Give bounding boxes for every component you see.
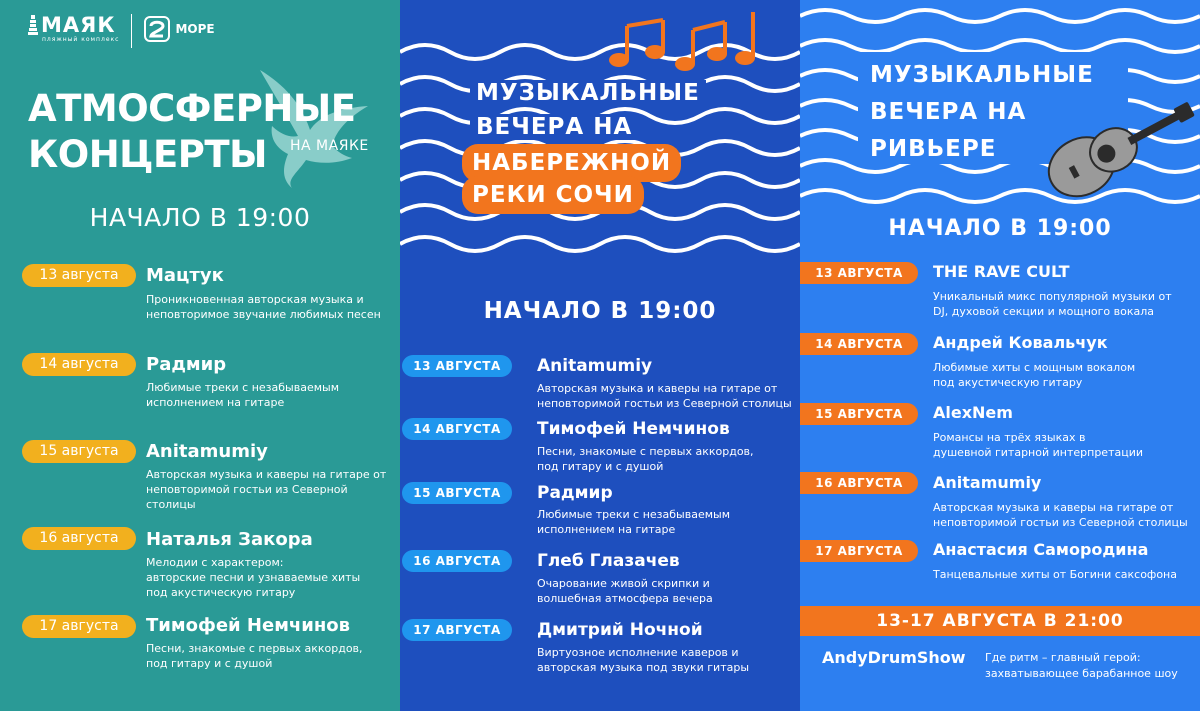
title-line-3: РИВЬЕРЕ	[870, 136, 997, 162]
event-date: 13 августа	[22, 264, 136, 287]
event-artist: Радмир	[537, 483, 613, 503]
logo-row	[28, 14, 215, 48]
title-line-1: МУЗЫКАЛЬНЫЕ	[470, 80, 706, 106]
desc-line: Где ритм – главный герой:	[985, 651, 1141, 664]
start-time: НАЧАЛО В 19:00	[483, 298, 717, 324]
music-notes-icon	[605, 8, 765, 74]
event-description	[146, 555, 396, 600]
event-date: 13 АВГУСТА	[402, 355, 512, 377]
desc-line: Танцевальные хиты от Богини саксофона	[933, 568, 1177, 581]
desc-line: Очарование живой скрипки и	[537, 577, 710, 590]
event-artist: Анастасия Самородина	[933, 540, 1149, 559]
desc-line: Уникальный микс популярной музыки от	[933, 290, 1172, 303]
desc-line: неповторимой гостьи из Северной столицы	[146, 483, 348, 511]
event-artist: THE RAVE CULT	[933, 262, 1070, 281]
event-description	[537, 507, 797, 537]
event-date: 16 АВГУСТА	[800, 472, 918, 494]
title-line-1: АТМОСФЕРНЫЕ	[28, 87, 356, 130]
title-highlight-2: РЕКИ СОЧИ	[462, 176, 644, 214]
start-time: НАЧАЛО В 19:00	[888, 216, 1112, 241]
title-line-2: ВЕЧЕРА НА	[870, 99, 1027, 125]
event-artist: Anitamumiy	[537, 356, 653, 376]
desc-line: под акустическую гитару	[146, 586, 296, 599]
event-artist: Радмир	[146, 354, 227, 375]
desc-line: Авторская музыка и каверы на гитаре от	[933, 501, 1174, 514]
page-title	[870, 57, 1094, 168]
event-date: 17 АВГУСТА	[800, 540, 918, 562]
title-line-2: ВЕЧЕРА НА	[470, 114, 638, 140]
desc-line: Любимые треки с незабываемым	[146, 381, 339, 394]
late-show-artist: AndyDrumShow	[822, 648, 966, 667]
desc-line: Авторская музыка и каверы на гитаре от	[146, 468, 387, 481]
event-artist: Anitamumiy	[933, 473, 1042, 492]
logo-divider	[131, 14, 132, 48]
event-description	[933, 289, 1195, 319]
start-time: НАЧАЛО В 19:00	[89, 203, 311, 232]
event-date: 17 августа	[22, 615, 136, 638]
desc-line: Мелодии с характером:	[146, 556, 284, 569]
event-artist: Тимофей Немчинов	[537, 419, 730, 439]
desc-line: неповторимое звучание любимых песен	[146, 308, 381, 321]
event-date: 14 августа	[22, 353, 136, 376]
event-artist: Наталья Закора	[146, 529, 313, 550]
late-show-description	[985, 650, 1185, 682]
event-date: 15 АВГУСТА	[800, 403, 918, 425]
event-description	[537, 576, 797, 606]
title-highlight-1: НАБЕРЕЖНОЙ	[462, 144, 681, 182]
desc-line: под акустическую гитару	[933, 376, 1083, 389]
subtitle: НА МАЯКЕ	[290, 138, 369, 154]
more-logo	[144, 16, 214, 42]
desc-line: волшебная атмосфера вечера	[537, 592, 713, 605]
logo-partner-text: МОРЕ	[175, 22, 215, 36]
desc-line: Авторская музыка и каверы на гитаре от	[537, 382, 778, 395]
event-date: 16 августа	[22, 527, 136, 550]
title-line-1: МУЗЫКАЛЬНЫЕ	[870, 62, 1094, 88]
desc-line: DJ, духовой секции и мощного вокала	[933, 305, 1154, 318]
event-date: 13 АВГУСТА	[800, 262, 918, 284]
logo-main-text: МАЯК	[41, 13, 116, 37]
desc-line: исполнением на гитаре	[537, 523, 676, 536]
desc-line: Любимые хиты с мощным вокалом	[933, 361, 1136, 374]
event-description	[537, 381, 797, 411]
event-artist: Мацтук	[146, 265, 224, 286]
event-artist: Тимофей Немчинов	[146, 615, 351, 636]
event-description	[933, 567, 1195, 582]
event-date: 14 АВГУСТА	[402, 418, 512, 440]
event-description	[146, 292, 396, 322]
desc-line: авторские песни и узнаваемые хиты	[146, 571, 361, 584]
desc-line: Песни, знакомые с первых аккордов,	[537, 445, 754, 458]
event-description	[146, 380, 396, 410]
event-date: 16 АВГУСТА	[402, 550, 512, 572]
desc-line: под гитару и с душой	[537, 460, 664, 473]
event-artist: Дмитрий Ночной	[537, 620, 703, 640]
page-title	[28, 86, 355, 178]
event-description	[933, 430, 1195, 460]
lighthouse-icon	[28, 15, 38, 35]
desc-line: захватывающее барабанное шоу	[985, 667, 1178, 680]
desc-line: авторская музыка под звуки гитары	[537, 661, 750, 674]
more-logo-icon	[144, 16, 170, 42]
desc-line: Любимые треки с незабываемым	[537, 508, 730, 521]
event-artist: Глеб Глазачев	[537, 551, 680, 571]
desc-line: неповторимой гостьи из Северной столицы	[933, 516, 1188, 529]
desc-line: Виртуозное исполнение каверов и	[537, 646, 739, 659]
desc-line: Романсы на трёх языках в	[933, 431, 1086, 444]
mayak-logo	[28, 14, 119, 43]
late-show-banner: 13-17 АВГУСТА В 21:00	[800, 606, 1200, 636]
desc-line: Проникновенная авторская музыка и	[146, 293, 364, 306]
event-date: 15 АВГУСТА	[402, 482, 512, 504]
event-artist: Андрей Ковальчук	[933, 333, 1108, 352]
panel-mayak	[0, 0, 400, 711]
event-artist: AlexNem	[933, 403, 1013, 422]
event-description	[933, 500, 1195, 530]
event-date: 15 августа	[22, 440, 136, 463]
desc-line: душевной гитарной интерпретации	[933, 446, 1143, 459]
event-description	[537, 645, 797, 675]
logo-sub-text: пляжный комплекс	[42, 36, 120, 43]
desc-line: Песни, знакомые с первых аккордов,	[146, 642, 363, 655]
event-date: 14 АВГУСТА	[800, 333, 918, 355]
desc-line: под гитару и с душой	[146, 657, 273, 670]
desc-line: неповторимой гостьи из Северной столицы	[537, 397, 792, 410]
title-line-2: КОНЦЕРТЫ	[28, 133, 267, 176]
event-description	[537, 444, 797, 474]
event-description	[146, 467, 396, 512]
desc-line: исполнением на гитаре	[146, 396, 285, 409]
event-description	[146, 641, 396, 671]
event-date: 17 АВГУСТА	[402, 619, 512, 641]
event-artist: Anitamumiy	[146, 441, 268, 462]
event-description	[933, 360, 1195, 390]
